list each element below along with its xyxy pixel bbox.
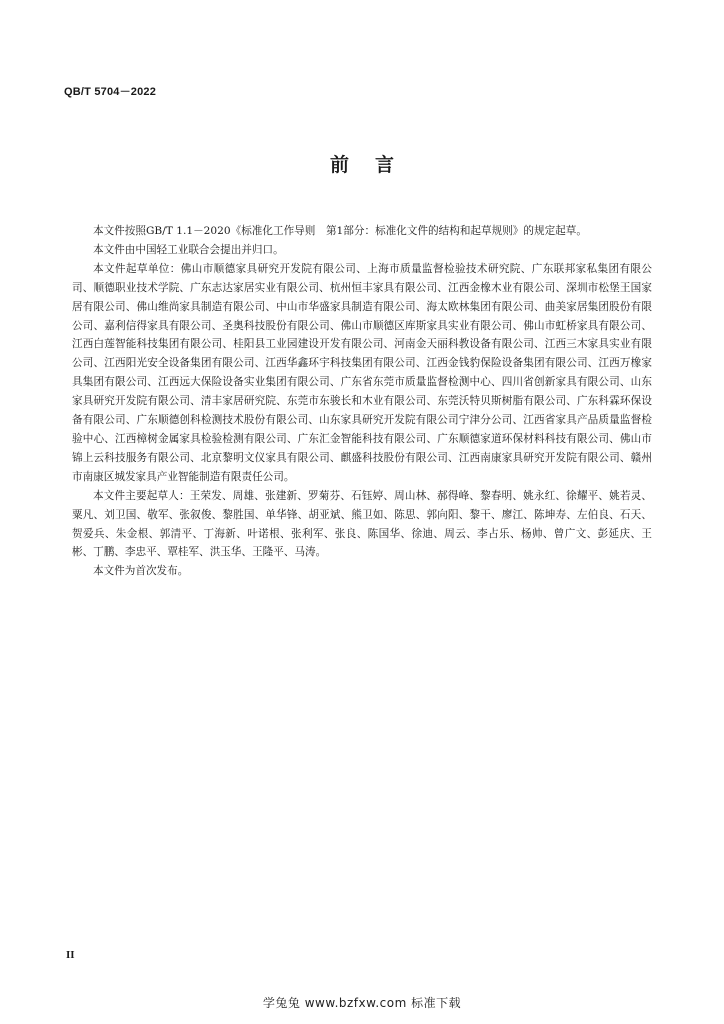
standard-code: QB/T 5704－2022 (64, 86, 157, 98)
page-title: 前言 (329, 154, 420, 176)
foreword-body (72, 222, 652, 581)
paragraph-proposer: 本文件由中国轻工业联合会提出并归口。 (93, 243, 284, 256)
watermark-text: 学兔兔 www.bzfxw.com 标准下载 (262, 996, 462, 1010)
page-number: II (66, 949, 75, 961)
paragraph-drafting-rules: 本文件按照GB/T 1.1－2020《标准化工作导则 第1部分：标准化文件的结构和起草规则》的规定起草。 (93, 225, 587, 237)
paragraph-first-release: 本文件为首次发布。 (93, 565, 189, 578)
paragraph-drafting-units: 本文件起草单位：佛山市顺德家具研究开发院有限公司、上海市质量监督检验技术研究院、广东联邦家私集团有限公司、顺德职业技术学院、广东志达家居实业有限公司、杭州恒丰家具有限公司、江西金橡木业有限公司、深圳市松堡王国家居有限公司、佛山维尚家具制造有限公司、中山市华盛家具制造有限公司、海太欧林集团有限公司、曲美家居集团股份有限公司、嘉利信得家具有限公司、圣奥科技股份有限公司、佛山市顺德区库斯家具实业有限公司、佛山市虹桥家具有限公司、江西白莲智能科技集团有限公司、桂阳县工业园建设开发有限公司、河南金天丽科教设备有限公司、江西三木家具实业有限公司、江西阳光安全设备集团有限公司、江西华鑫环宇科技集团有限公司、江西金钱豹保险设备集团有限公司、江西万橡家具集团有限公司、江西远大保险设备实业集团有限公司、广东省东莞市质量监督检测中心、四川省创新家具有限公司、山东家具研究开发院有限公司、清丰家居研究院、东莞市东骏长和木业有限公司、东莞沃特贝斯树脂有限公司、广东科霖环保设备有限公司、广东顺德创科检测技术股份有限公司、山东家具研究开发院有限公司宁津分公司、江西省家具产品质量监督检验中心、江西樟树金属家具检验检测有限公司、广东汇金智能科技有限公司、广东顺德家道环保材料科技有限公司、佛山市锦上云科技服务有限公司、北京黎明文仪家具有限公司、麒盛科技股份有限公司、江西南康家具研究开发院有限公司、赣州市南康区城发家具产业智能制造有限责任公司。 (72, 262, 652, 483)
paragraph-drafters: 本文件主要起草人：王荣发、周雄、张建新、罗菊芬、石钰婷、周山林、郝得峰、黎春明、姚永红、徐耀平、姚若灵、粟凡、刘卫国、敬军、张叙俊、黎胜国、单华锋、胡亚斌、熊卫如、陈思、郭向阳、黎干、廖江、陈坤寿、左伯良、石天、贺爱兵、朱金根、郭清平、丁海新、叶诺根、张利军、张良、陈国华、徐迪、周云、李占乐、杨帅、曾广文、彭延庆、王彬、丁鹏、李忠平、覃桂军、洪玉华、王隆平、马涛。 (72, 489, 652, 559)
